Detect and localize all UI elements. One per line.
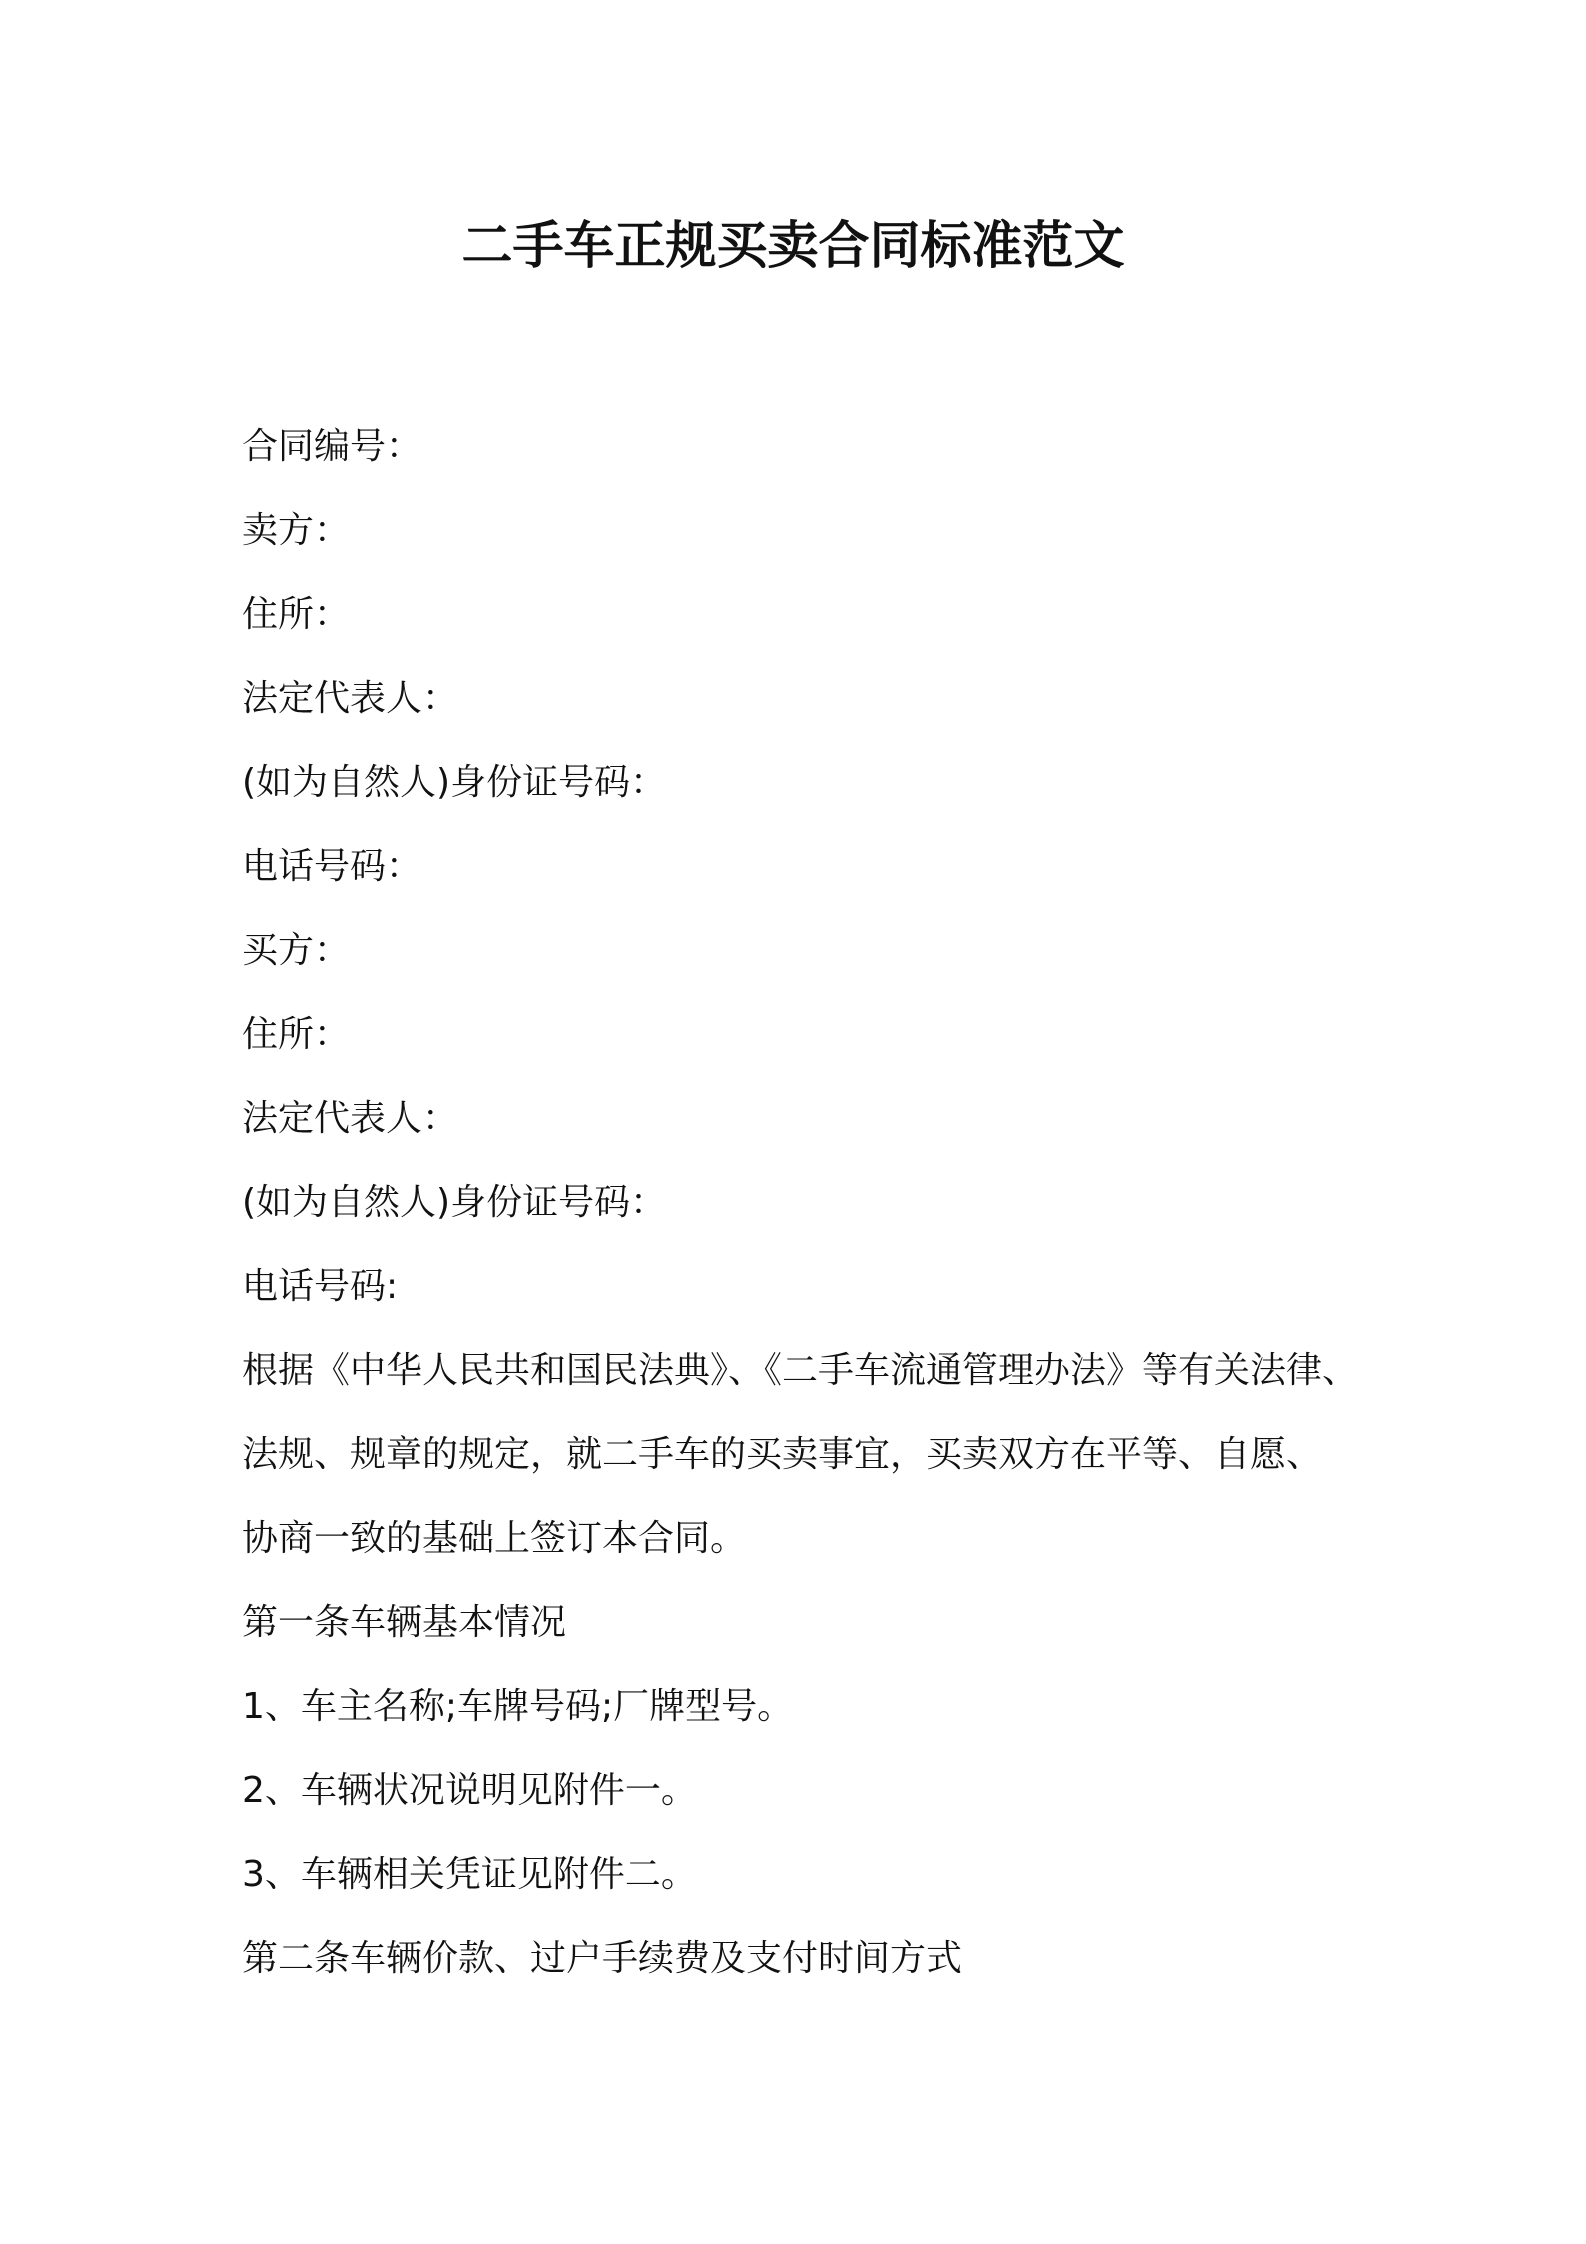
buyer-legal-representative-line: 法定代表人： [242, 1098, 459, 1139]
seller-line: 卖方： [242, 510, 351, 551]
article-one-item-3: 3、车辆相关凭证见附件二。 [242, 1854, 697, 1895]
buyer-line: 买方： [242, 930, 351, 971]
document-body [242, 405, 1362, 2001]
buyer-address-line: 住所： [242, 1014, 351, 1055]
seller-legal-representative-line: 法定代表人： [242, 678, 459, 719]
article-two-heading: 第二条车辆价款、过户手续费及支付时间方式 [242, 1938, 963, 1979]
seller-id-number-line: (如为自然人)身份证号码： [242, 762, 667, 803]
article-one-item-1: 1、车主名称;车牌号码;厂牌型号。 [242, 1686, 794, 1727]
legal-basis-line-3: 协商一致的基础上签订本合同。 [242, 1518, 747, 1559]
document-title: 二手车正规买卖合同标准范文 [461, 217, 1125, 276]
buyer-id-number-line: (如为自然人)身份证号码： [242, 1182, 667, 1223]
legal-basis-line-1: 根据《中华人民共和国民法典》、《二手车流通管理办法》等有关法律、 [242, 1350, 1359, 1391]
buyer-phone-line: 电话号码: [242, 1266, 399, 1307]
contract-number-line: 合同编号： [242, 426, 423, 467]
seller-address-line: 住所： [242, 594, 351, 635]
article-one-heading: 第一条车辆基本情况 [242, 1602, 567, 1643]
legal-basis-line-2: 法规、规章的规定，就二手车的买卖事宜，买卖双方在平等、自愿、 [242, 1434, 1323, 1475]
article-one-item-2: 2、车辆状况说明见附件一。 [242, 1770, 697, 1811]
seller-phone-line: 电话号码： [242, 846, 423, 887]
